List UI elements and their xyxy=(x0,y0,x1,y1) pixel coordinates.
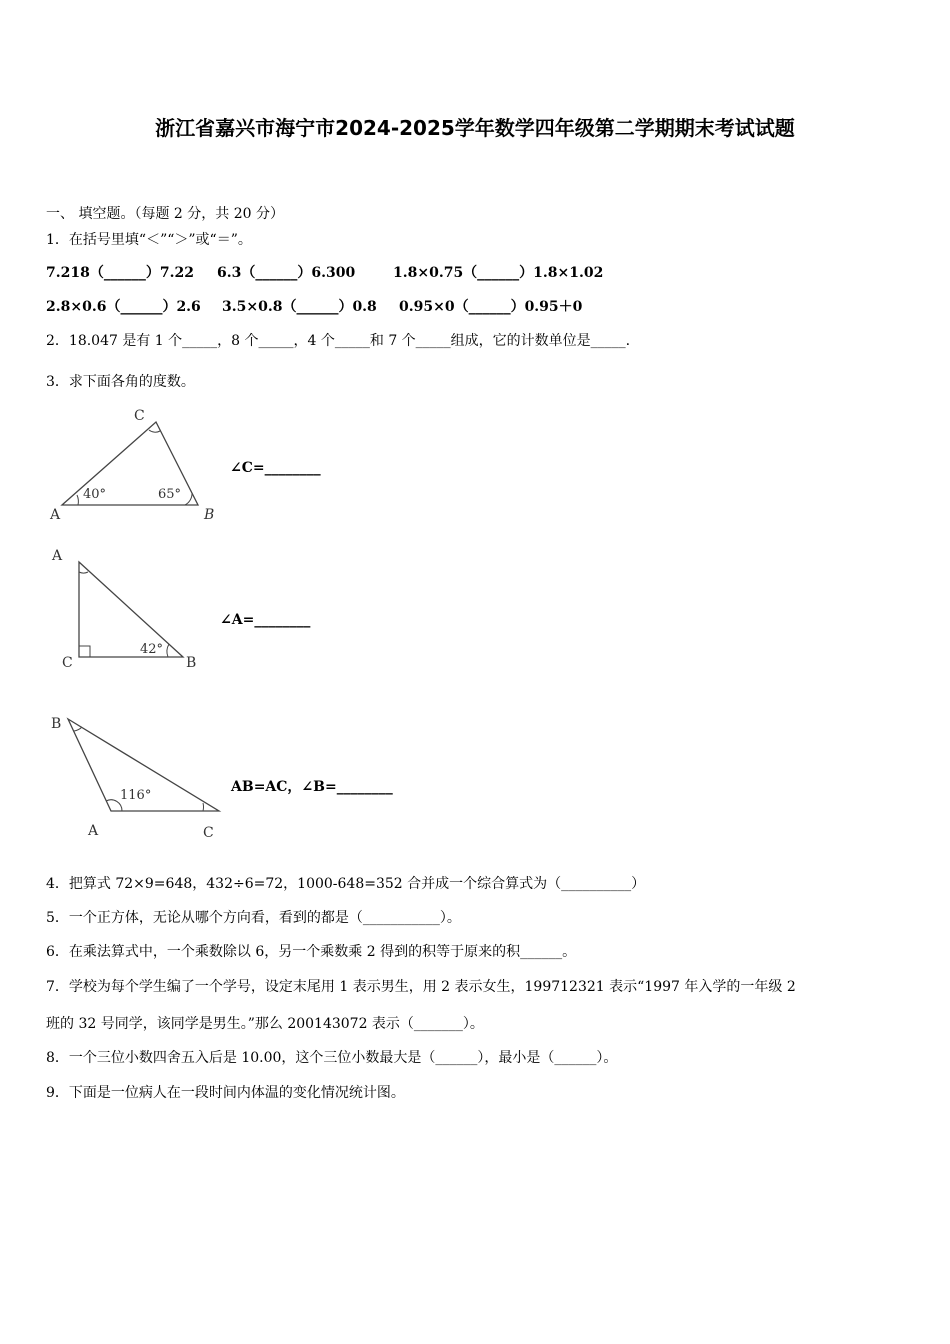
question-3a-answer: ∠C=________ xyxy=(230,460,321,476)
angle-a-label: 116° xyxy=(120,788,152,803)
angle-c-arc xyxy=(149,430,160,432)
question-7-line-1: 7．学校为每个学生编了一个学号，设定末尾用 1 表示男生，用 2 表示女生，199712321 表示“1997 年入学的一年级 2 xyxy=(46,979,796,995)
angle-b-label: 65° xyxy=(158,487,182,502)
q1-item-f: 0.95×0（______）0.95＋0 xyxy=(399,299,583,315)
question-6: 6．在乘法算式中，一个乘数除以 6，另一个乘数乘 2 得到的积等于原来的积______。 xyxy=(46,944,577,960)
angle-c-arc xyxy=(203,803,204,811)
angle-a-arc xyxy=(79,572,88,573)
question-2: 2．18.047 是有 1 个_____，8 个_____，4 个_____和 7 个_____组成，它的计数单位是_____. xyxy=(46,333,631,349)
angle-b-arc xyxy=(74,727,82,731)
q1-item-b: 6.3（______）6.300 xyxy=(217,265,356,281)
vertex-c-label: C xyxy=(134,408,145,424)
q1-item-e: 3.5×0.8（______）0.8 xyxy=(222,299,377,315)
triangle-figure-3 xyxy=(40,705,230,845)
triangle-figure-1 xyxy=(40,400,230,528)
vertex-a-label: A xyxy=(88,823,99,839)
angle-b-label: 42° xyxy=(140,642,164,657)
question-7-line-2: 班的 32 号同学，该同学是男生。”那么 200143072 表示（_______）。 xyxy=(46,1016,484,1032)
vertex-a-label: A xyxy=(50,507,61,523)
question-9: 9．下面是一位病人在一段时间内体温的变化情况统计图。 xyxy=(46,1085,405,1101)
angle-b-arc xyxy=(167,644,169,657)
question-4: 4．把算式 72×9=648，432÷6=72，1000-648=352 合并成一个综合算式为（__________） xyxy=(46,876,646,892)
question-8: 8．一个三位小数四舍五入后是 10.00，这个三位小数最大是（______），最小是（______）。 xyxy=(46,1050,618,1066)
section-heading: 一、 填空题。（每题 2 分，共 20 分） xyxy=(46,206,284,222)
question-3c-answer: AB=AC，∠B=________ xyxy=(231,779,393,795)
page-title: 浙江省嘉兴市海宁市2024-2025学年数学四年级第二学期期末考试试题 xyxy=(155,116,795,140)
question-3b-answer: ∠A=________ xyxy=(220,612,311,628)
right-angle-mark xyxy=(79,646,90,657)
vertex-b-label: B xyxy=(204,507,215,523)
vertex-b-label: B xyxy=(186,655,197,671)
angle-a-label: 40° xyxy=(83,487,107,502)
q1-item-a: 7.218（______）7.22 xyxy=(46,265,194,281)
angle-a-arc xyxy=(77,495,78,505)
question-3-stem: 3．求下面各角的度数。 xyxy=(46,374,195,390)
q1-item-c: 1.8×0.75（______）1.8×1.02 xyxy=(393,265,604,281)
question-1-stem: 1．在括号里填“＜”“＞”或“＝”。 xyxy=(46,232,252,248)
q1-item-d: 2.8×0.6（______）2.6 xyxy=(46,299,201,315)
question-5: 5．一个正方体，无论从哪个方向看，看到的都是（___________）。 xyxy=(46,910,461,926)
angle-b-arc xyxy=(185,493,192,505)
triangle-figure-2 xyxy=(45,540,215,672)
vertex-a-label: A xyxy=(52,548,63,564)
triangle-2-shape xyxy=(79,562,183,657)
vertex-b-label: B xyxy=(51,716,62,732)
vertex-c-label: C xyxy=(203,825,214,841)
vertex-c-label: C xyxy=(62,655,73,671)
